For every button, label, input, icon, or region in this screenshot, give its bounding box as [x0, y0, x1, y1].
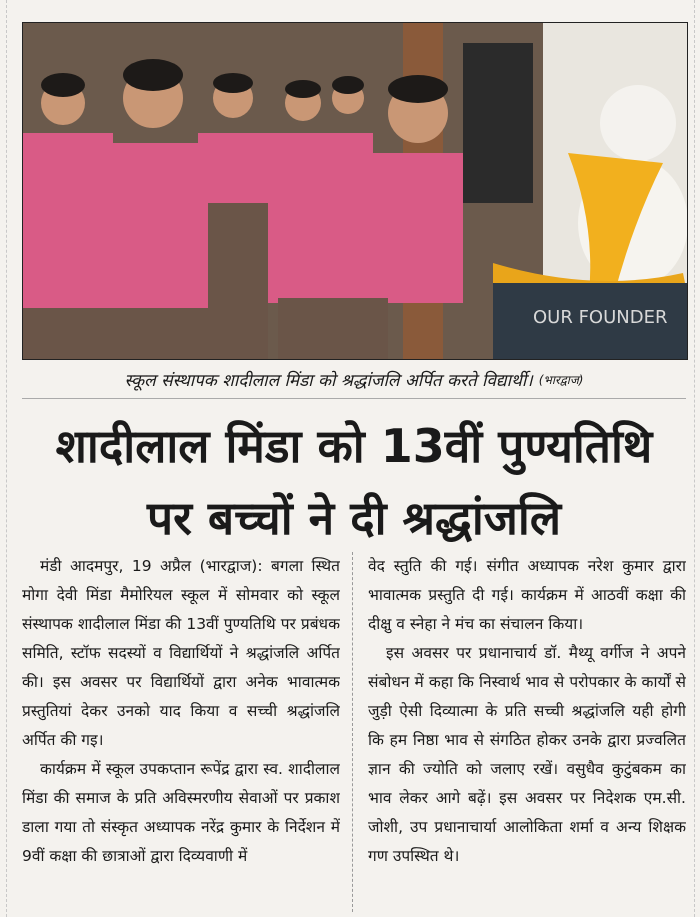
headline — [22, 410, 686, 554]
caption-text: स्कूल संस्थापक शादीलाल मिंडा को श्रद्धांजलि अर्पित करते विद्यार्थी। — [124, 370, 533, 391]
page-edge-left — [6, 0, 7, 917]
column-divider — [352, 552, 353, 912]
headline-line-1: शादीलाल मिंडा को 13वीं पुण्यतिथि — [55, 419, 653, 473]
page-edge-right — [694, 0, 695, 917]
plaque-text: OUR FOUNDER — [533, 307, 668, 328]
article-paragraph: कार्यक्रम में स्कूल उपकप्तान रूपेंद्र द्वारा स्व. शादीलाल मिंडा की समाज के प्रति अविस्मरणीय सेवाओं पर प्रकाश डाला गया तो संस्कृत अध्यापक नरेंद्र कुमार के निर्देशन में 9वीं कक्षा की छात्राओं द्वारा दिव्यवाणी में — [22, 760, 340, 865]
headline-line-2: पर बच्चों ने दी श्रद्धांजलि — [146, 491, 562, 545]
news-photo — [22, 22, 688, 360]
article-column-right — [368, 552, 686, 912]
article-paragraph: इस अवसर पर प्रधानाचार्य डॉ. मैथ्यू वर्गीज ने अपने संबोधन में कहा कि निस्वार्थ भाव से परोपकार के कार्यों से जुड़ी ऐसी दिव्यात्मा के प्रति सच्ची श्रद्धांजलि यही होगी कि हम निष्ठा भाव से संगठित होकर उनके द्वारा प्रज्वलित ज्ञान की ज्योति को जलाए रखें। वसुधैव कुटुंबकम का भाव लेकर आगे बढ़ें। इस अवसर पर निदेशक एम.सी. जोशी, उप प्रधानाचार्या आलोकिता शर्मा व अन्य शिक्षक गण उपस्थित थे। — [368, 644, 686, 865]
article-paragraph: मंडी आदमपुर, 19 अप्रैल (भारद्वाज): बगला स्थित मोगा देवी मिंडा मैमोरियल स्कूल में सोमवार को स्कूल संस्थापक शादीलाल मिंडा की 13वीं पुण्यतिथि पर प्रबंधक समिति, स्टॉफ सदस्यों व विद्यार्थियों ने श्रद्धांजलि अर्पित की। इस अवसर पर विद्यार्थियों द्वारा अनेक भावात्मक प्रस्तुतियां देकर उनको याद किया व सच्ची श्रद्धांजलि अर्पित की गइ। — [22, 557, 340, 749]
caption-credit: (भारद्वाज) — [538, 372, 584, 387]
caption-rule — [22, 398, 686, 399]
article-paragraph: वेद स्तुति की गई। संगीत अध्यापक नरेश कुमार द्वारा भावात्मक प्रस्तुति दी गई। कार्यक्रम में आठवीं कक्षा की दीक्षु व स्नेहा ने मंच का संचालन किया। — [368, 557, 686, 633]
photo-caption — [22, 364, 686, 394]
article-column-left — [22, 552, 340, 912]
